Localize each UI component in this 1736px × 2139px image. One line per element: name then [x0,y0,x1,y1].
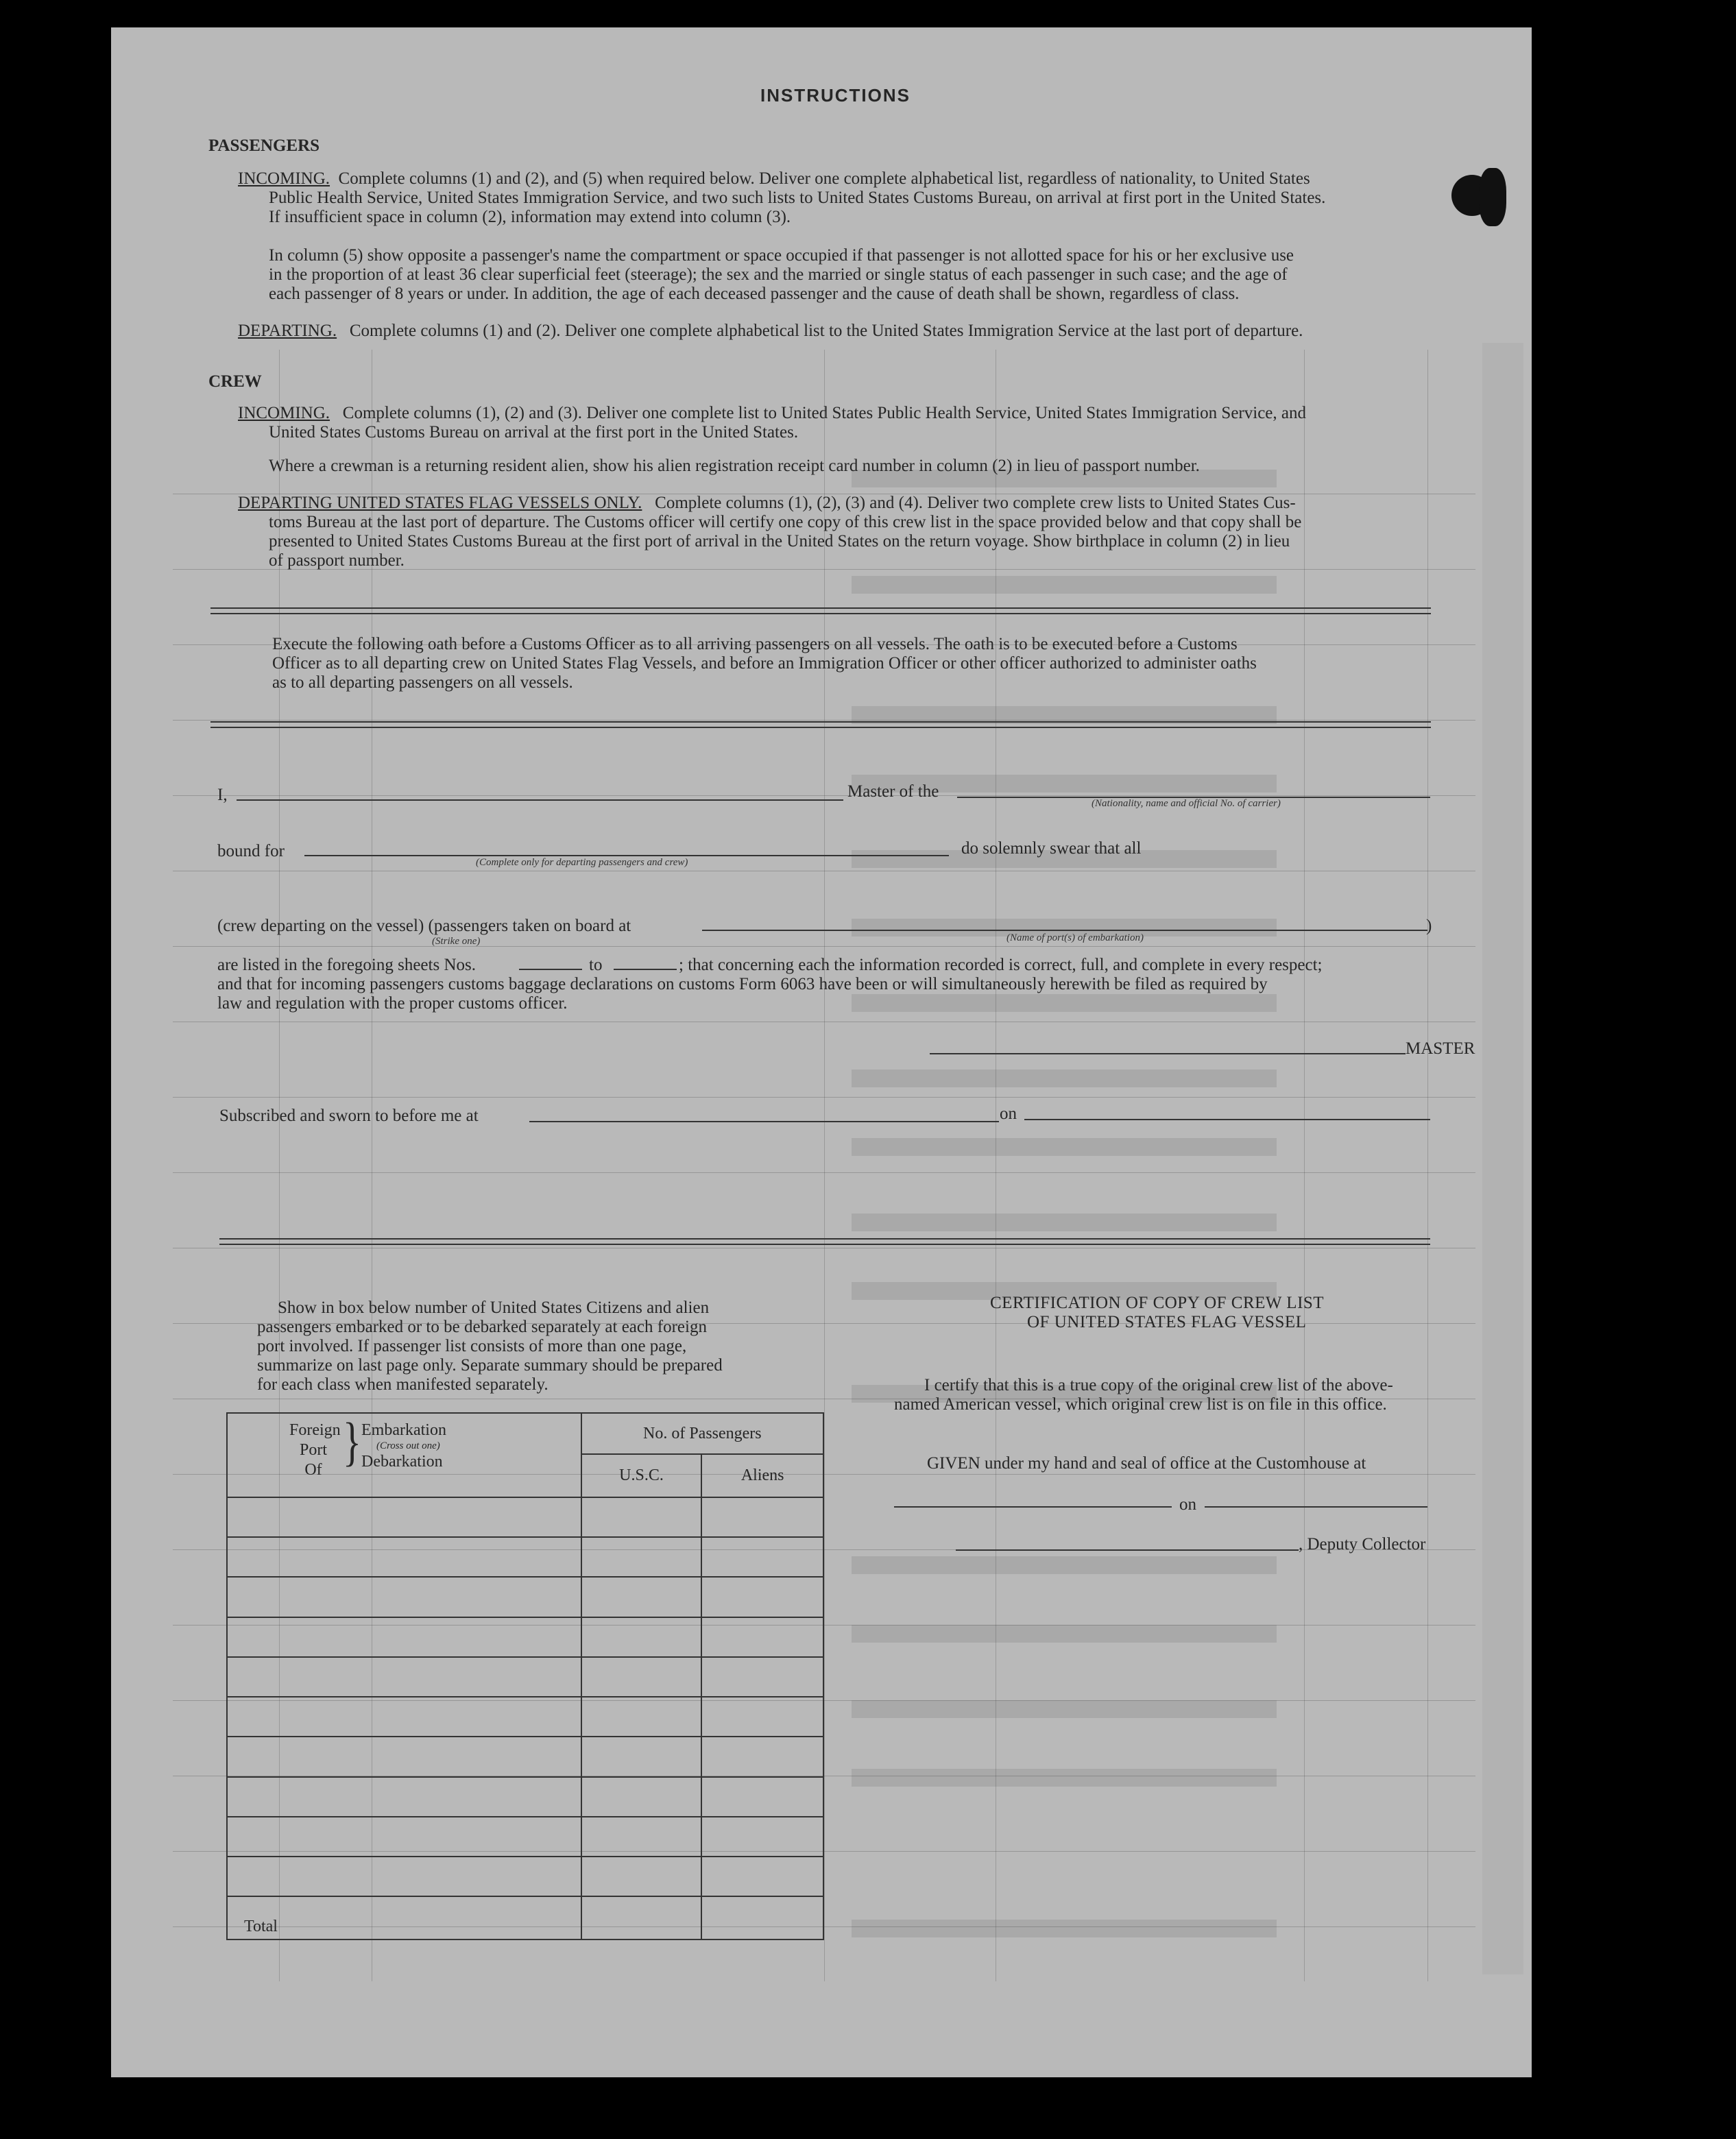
crew-departing-line3: presented to United States Customs Bureau at the first port of arrival in the United States on the return voyage. Show birthplace in column (2) in lieu [269,532,1290,551]
port-cell[interactable] [227,1777,581,1817]
sheet-from-field[interactable] [519,969,582,970]
usc-cell[interactable] [581,1857,702,1896]
listed-to-label: to [589,956,603,974]
usc-cell[interactable] [581,1657,702,1697]
crew-incoming-label: INCOMING. [238,404,330,422]
sheet-to-field[interactable] [614,969,677,970]
crew-incoming-line1 [238,403,1306,424]
port-label: Port [299,1441,327,1459]
port-cell[interactable] [227,1857,581,1896]
crew-resident-text: Where a crewman is a returning resident alien, show his alien registration receipt card number in column (2) in lieu of passport number. [269,457,1200,475]
passengers-departing-line [238,321,1303,341]
aliens-cell[interactable] [701,1857,823,1896]
port-cell[interactable] [227,1577,581,1617]
deputy-collector-signature-field[interactable] [956,1549,1299,1551]
passengers-incoming-line3: If insufficient space in column (2), information may extend into column (3). [269,208,791,226]
usc-cell[interactable] [581,1537,702,1577]
port-cell[interactable] [227,1617,581,1657]
total-row [227,1896,823,1939]
oath-line3: as to all departing passengers on all vessels. [272,673,573,692]
passengers-col5-line3: each passenger of 8 years or under. In addition, the age of each deceased passenger and the cause of death shall be shown, regardless of class. [269,285,1240,303]
total-usc-cell[interactable] [581,1896,702,1939]
master-of-label: Master of the [847,782,939,801]
passengers-incoming-line1 [238,169,1310,189]
bound-for-field[interactable] [304,855,949,856]
passengers-heading: PASSENGERS [208,136,320,155]
usc-cell[interactable] [581,1697,702,1737]
crew-departing-text1: Complete columns (1), (2), (3) and (4). Deliver two complete crew lists to United States Cus- [655,494,1296,512]
passengers-incoming-label: INCOMING. [238,169,330,188]
customhouse-field[interactable] [894,1506,1172,1508]
summary-instr-line3: port involved. If passenger list consists of more than one page, [257,1337,687,1355]
listed-line1b: ; that concerning each the information recorded is correct, full, and complete in every respect; [679,956,1323,974]
page-title: INSTRUCTIONS [760,85,911,106]
table-row [227,1657,823,1697]
crew-incoming-line2: United States Customs Bureau on arrival at the first port in the United States. [269,423,799,442]
cert-line2: named American vessel, which original crew list is on file in this office. [894,1395,1387,1414]
table-row [227,1857,823,1896]
table-row [227,1737,823,1776]
table-row [227,1697,823,1737]
summary-instr-line1: Show in box below number of United States Citizens and alien [278,1298,710,1317]
cert-line3: GIVEN under my hand and seal of office at the Customhouse at [927,1454,1366,1473]
table-row [227,1497,823,1537]
listed-line3: law and regulation with the proper customs officer. [217,994,568,1013]
form-page [111,27,1532,2077]
cert-title-line1: CERTIFICATION OF COPY OF CREW LIST [990,1294,1325,1312]
sworn-place-field[interactable] [529,1121,999,1122]
table-row [227,1777,823,1817]
master-name-field[interactable] [237,799,843,801]
port-cell[interactable] [227,1497,581,1537]
cross-out-caption: (Cross out one) [376,1440,440,1451]
oath-line1: Execute the following oath before a Customs Officer as to all arriving passengers on all vessels. The oath is to be executed before a Customs [272,635,1238,653]
strike-one-caption: (Strike one) [432,936,481,947]
foreign-label: Foreign [289,1421,341,1439]
bound-for-label: bound for [217,842,285,860]
table-row [227,1817,823,1857]
embarkation-label: Embarkation [361,1421,446,1439]
bound-for-caption: (Complete only for departing passengers and crew) [476,857,688,868]
oath-line2: Officer as to all departing crew on United States Flag Vessels, and before an Immigration Officer or other officer authorized to administer oaths [272,654,1257,673]
passengers-departing-label: DEPARTING. [238,322,337,340]
usc-cell[interactable] [581,1737,702,1776]
crew-departing-line1 [238,493,1296,513]
passengers-departing-text: Complete columns (1) and (2). Deliver one complete alphabetical list to the United States Immigration Service at the last port of departure. [349,322,1303,340]
total-aliens-cell[interactable] [701,1896,823,1939]
sworn-on-label: on [1000,1104,1017,1123]
usc-cell[interactable] [581,1817,702,1857]
sworn-date-field[interactable] [1024,1119,1430,1120]
aliens-cell[interactable] [701,1697,823,1737]
crew-departing-line2: toms Bureau at the last port of departure. The Customs officer will certify one copy of this crew list in the space provided below and that copy shall be [269,513,1302,531]
crew-departing-label: DEPARTING UNITED STATES FLAG VESSELS ONLY. [238,494,642,512]
total-label: Total [227,1896,581,1939]
port-cell[interactable] [227,1817,581,1857]
deputy-collector-label: , Deputy Collector [1299,1535,1426,1554]
debarkation-label: Debarkation [361,1453,443,1471]
usc-cell[interactable] [581,1617,702,1657]
port-caption: (Name of port(s) of embarkation) [1006,932,1144,943]
table-row [227,1577,823,1617]
listed-line2: and that for incoming passengers customs baggage declarations on customs Form 6063 have been or will simultaneously herewith be filed as required by [217,975,1268,993]
passenger-summary-table [226,1412,824,1940]
divider-1 [210,607,1431,614]
usc-cell[interactable] [581,1577,702,1617]
crew-departing-line4: of passport number. [269,551,405,570]
divider-3 [219,1238,1430,1245]
embarkation-port-field[interactable] [702,930,1427,931]
passengers-incoming-line2: Public Health Service, United States Immigration Service, and two such lists to United States Customs Bureau, on arrival at first port in the United States. [269,189,1326,207]
aliens-cell[interactable] [701,1497,823,1537]
port-cell[interactable] [227,1537,581,1577]
port-cell[interactable] [227,1657,581,1697]
summary-instr-line4: summarize on last page only. Separate summary should be prepared [257,1356,723,1375]
aliens-cell[interactable] [701,1737,823,1776]
aliens-header: Aliens [701,1454,823,1497]
listed-line1a: are listed in the foregoing sheets Nos. [217,956,476,974]
port-header-cell [227,1413,581,1497]
ink-blot-2 [1479,168,1506,226]
cert-line1: I certify that this is a true copy of the original crew list of the above- [924,1376,1393,1394]
of-label: Of [304,1461,322,1479]
passengers-col5-line2: in the proportion of at least 36 clear superficial feet (steerage); the sex and the married or single status of each passenger in such case; and the age of [269,265,1288,284]
swear-text: do solemnly swear that all [961,839,1142,858]
aliens-cell[interactable] [701,1777,823,1817]
divider-2 [210,721,1431,728]
master-label: MASTER [1406,1039,1475,1058]
aliens-cell[interactable] [701,1577,823,1617]
summary-instr-line2: passengers embarked or to be debarked separately at each foreign [257,1318,707,1336]
passengers-col5-line1: In column (5) show opposite a passenger's name the compartment or space occupied if that passenger is not allotted space for his or her exclusive use [269,246,1294,265]
cert-date-field[interactable] [1205,1506,1427,1508]
port-cell[interactable] [227,1737,581,1776]
crew-departing-oath-text: (crew departing on the vessel) (passengers taken on board at [217,917,631,935]
master-signature-field[interactable] [930,1053,1406,1054]
carrier-caption: (Nationality, name and official No. of carrier) [1092,798,1281,809]
cert-on-label: on [1179,1495,1196,1514]
usc-cell[interactable] [581,1497,702,1537]
usc-header: U.S.C. [581,1454,702,1497]
port-cell[interactable] [227,1697,581,1737]
close-paren: ) [1426,917,1432,935]
aliens-cell[interactable] [701,1617,823,1657]
aliens-cell[interactable] [701,1657,823,1697]
cert-title-line2: OF UNITED STATES FLAG VESSEL [1027,1313,1307,1331]
crew-heading: CREW [208,372,262,391]
table-row [227,1537,823,1577]
oath-i-label: I, [217,786,228,804]
crew-incoming-text1: Complete columns (1), (2) and (3). Deliver one complete list to United States Public Health Service, United States Immigration Service, and [342,404,1306,422]
table-row [227,1617,823,1657]
subscribed-label: Subscribed and sworn to before me at [219,1107,479,1125]
aliens-cell[interactable] [701,1817,823,1857]
passengers-incoming-text1: Complete columns (1) and (2), and (5) when required below. Deliver one complete alphabetical list, regardless of nationality, to United States [338,169,1310,188]
brace-icon: } [343,1412,361,1473]
summary-instr-line5: for each class when manifested separately. [257,1375,548,1394]
usc-cell[interactable] [581,1777,702,1817]
no-of-passengers-header: No. of Passengers [581,1413,823,1454]
aliens-cell[interactable] [701,1537,823,1577]
